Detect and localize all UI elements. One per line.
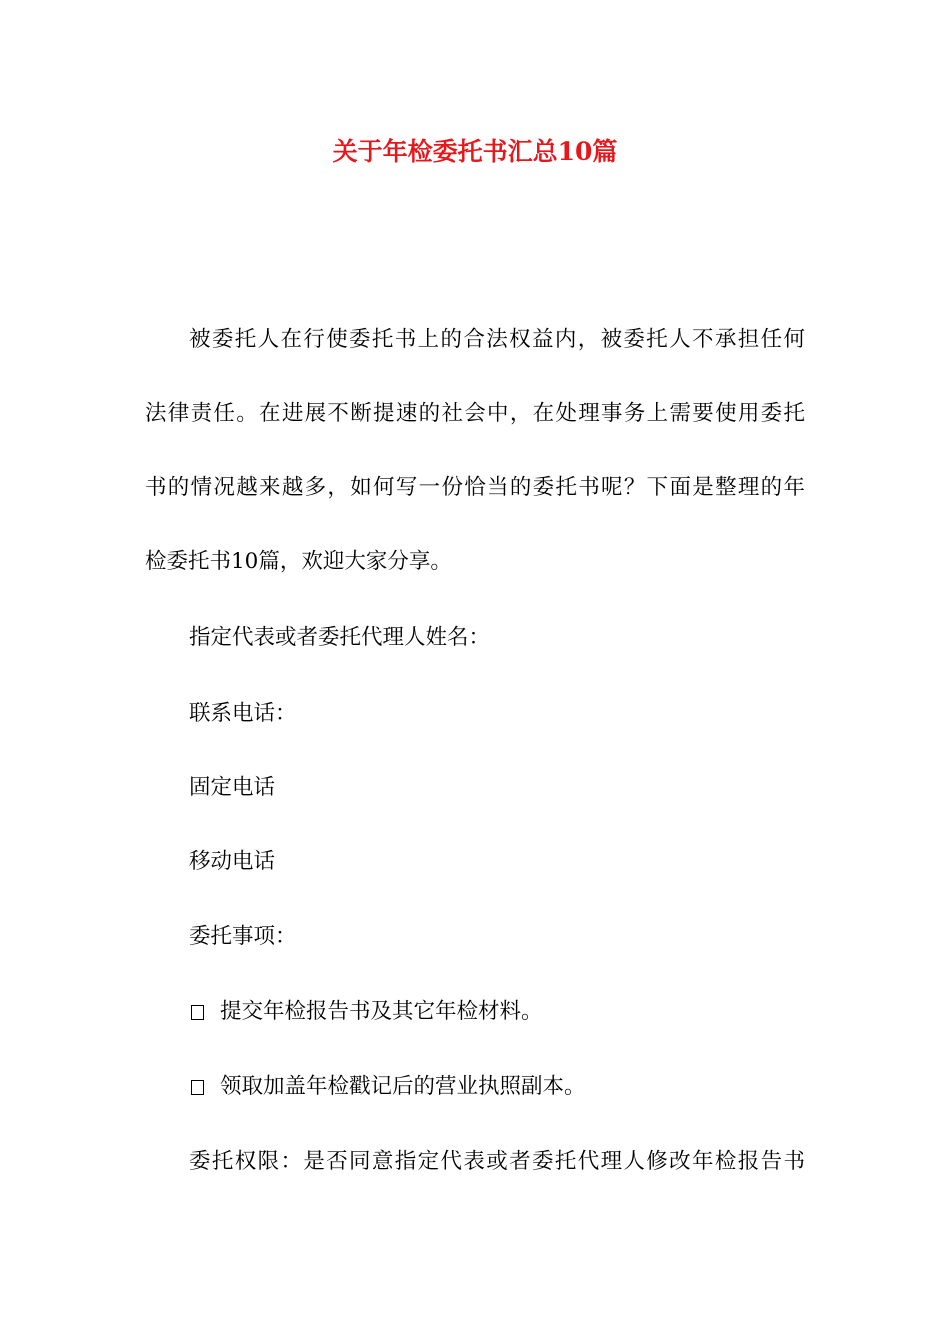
intro-paragraph-line-4: 检委托书10篇，欢迎大家分享。 (145, 549, 452, 574)
option-collect-label: 领取加盖年检戳记后的营业执照副本。 (220, 1074, 586, 1099)
option-collect-item (189, 1072, 849, 1102)
option-submit-label: 提交年检报告书及其它年检材料。 (220, 999, 543, 1024)
authority-line: 委托权限：是否同意指定代表或者委托代理人修改年检报告书 (189, 1149, 805, 1174)
intro-paragraph-line-2: 法律责任。在进展不断提速的社会中，在处理事务上需要使用委托 (145, 401, 805, 426)
landline-label: 固定电话 (189, 775, 276, 800)
representative-name-label: 指定代表或者委托代理人姓名： (189, 625, 491, 650)
intro-paragraph-line-3: 书的情况越来越多，如何写一份恰当的委托书呢？下面是整理的年 (145, 475, 805, 500)
contact-phone-label: 联系电话： (189, 701, 297, 726)
intro-paragraph-line-1: 被委托人在行使委托书上的合法权益内，被委托人不承担任何 (189, 327, 805, 352)
checkbox-icon[interactable] (191, 1005, 204, 1020)
entrusted-matters-label: 委托事项： (189, 924, 297, 949)
mobile-label: 移动电话 (189, 849, 276, 874)
document-title: 关于年检委托书汇总10篇 (332, 137, 618, 166)
checkbox-icon[interactable] (191, 1080, 204, 1095)
option-submit-item (189, 997, 849, 1027)
